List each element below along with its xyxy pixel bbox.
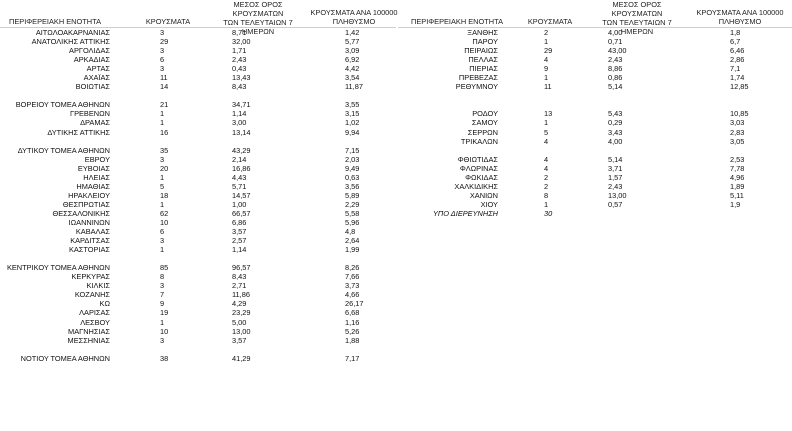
avg-cell: 1,14 [232,109,247,119]
header-per-line1: ΚΡΟΥΣΜΑΤΑ ΑΝΑ 100000 [696,8,784,17]
table-row [0,164,396,173]
per100k-cell: 6,92 [345,55,360,65]
per100k-cell: 11,87 [345,82,363,92]
avg-cell: 66,57 [232,208,251,218]
cases-cell: 5 [544,127,549,137]
per100k-cell: 1,16 [345,317,360,327]
per100k-cell: 3,09 [345,46,360,56]
per100k-cell: 3,15 [345,109,360,119]
region-cell: ΘΕΣΣΑΛΟΝΙΚΗΣ [52,208,110,218]
region-cell: ΠΕΙΡΑΙΩΣ [464,46,498,56]
header-per-line2: ΠΛΗΘΥΣΜΟ [718,17,762,26]
region-cell: ΑΙΤΩΛΟΑΚΑΡΝΑΝΙΑΣ [35,28,110,37]
region-cell: ΚΙΛΚΙΣ [86,281,110,291]
region-cell: ΧΑΛΚΙΔΙΚΗΣ [454,181,498,191]
per100k-cell: 26,17 [345,299,364,309]
spacer-row [398,100,792,109]
table-row [0,155,396,164]
table-row [0,327,396,336]
cases-cell: 5 [160,181,165,191]
region-cell: ΠΕΛΛΑΣ [468,55,498,65]
header-avg-line3: ΗΜΕΡΩΝ [241,27,275,36]
left-table [0,0,396,363]
table-row [0,218,396,227]
avg-cell: 34,71 [232,100,251,110]
cases-cell: 21 [160,100,169,110]
table-row [0,182,396,191]
per100k-cell: 2,53 [730,154,745,164]
table-row [0,146,396,155]
avg-cell: 1,71 [232,46,247,56]
region-cell: ΛΕΣΒΟΥ [80,317,110,327]
avg-cell: 5,43 [608,109,623,119]
region-cell: ΙΩΑΝΝΙΝΩΝ [68,217,110,227]
per100k-cell: 2,83 [730,127,745,137]
header-per-line1: ΚΡΟΥΣΜΑΤΑ ΑΝΑ 100000 [310,8,398,17]
region-cell: ΥΠΟ ΔΙΕΡΕΥΝΗΣΗ [433,208,498,218]
region-cell: ΚΟΖΑΝΗΣ [74,290,110,300]
per100k-cell: 12,85 [730,82,749,92]
table-row [0,227,396,236]
avg-cell: 13,14 [232,127,251,137]
cases-cell: 1 [160,317,165,327]
cases-cell: 11 [544,82,552,92]
per100k-cell: 1,89 [730,181,745,191]
avg-cell: 5,14 [608,82,623,92]
per100k-cell: 1,88 [345,335,360,345]
avg-cell: 13,00 [232,326,251,336]
avg-cell: 1,00 [232,199,247,209]
cases-cell: 9 [544,64,549,74]
region-cell: ΚΕΡΚΥΡΑΣ [71,272,110,282]
region-cell: ΡΕΘΥΜΝΟΥ [455,82,498,92]
cases-cell: 6 [160,227,165,237]
per100k-cell: 7,15 [345,145,360,155]
cases-cell: 8 [544,190,549,200]
table-row [0,200,396,209]
avg-cell: 2,57 [232,236,247,246]
region-cell: ΗΛΕΙΑΣ [83,172,110,182]
table-row [398,182,792,191]
avg-cell: 6,86 [232,217,247,227]
region-cell: ΦΩΚΙΔΑΣ [465,172,498,182]
table-row [0,290,396,299]
avg-cell: 5,14 [608,154,623,164]
right-table [398,0,792,218]
region-cell: ΕΒΡΟΥ [84,154,110,164]
table-row [398,37,792,46]
avg-cell: 43,29 [232,145,251,155]
header-region: ΠΕΡΙΦΕΡΕΙΑΚΗ ΕΝΟΤΗΤΑ [9,17,101,26]
region-cell: ΚΑΡΔΙΤΣΑΣ [70,236,110,246]
region-cell: ΠΡΕΒΕΖΑΣ [458,73,498,83]
per100k-cell: 7,1 [730,64,741,74]
region-cell: ΜΑΓΝΗΣΙΑΣ [68,326,110,336]
region-cell: ΜΕΣΣΗΝΙΑΣ [67,335,110,345]
avg-cell: 23,29 [232,308,251,318]
region-cell: ΛΑΡΙΣΑΣ [79,308,110,318]
avg-cell: 4,00 [608,28,623,37]
table-row [0,73,396,82]
avg-cell: 13,00 [608,190,627,200]
table-row [0,100,396,109]
region-cell: ΑΝΑΤΟΛΙΚΗΣ ΑΤΤΙΚΗΣ [31,37,110,47]
table-row [398,64,792,73]
per100k-cell: 9,49 [345,163,360,173]
table-row [0,272,396,281]
spacer-row [0,91,396,100]
avg-cell: 4,29 [232,299,247,309]
spacer-row [0,254,396,263]
region-cell: ΘΕΣΠΡΩΤΙΑΣ [62,199,110,209]
header-per-line2: ΠΛΗΘΥΣΜΟ [332,17,376,26]
region-cell: ΧΙΟΥ [480,199,498,209]
per100k-cell: 1,99 [345,245,360,255]
avg-cell: 5,00 [232,317,247,327]
table-row [398,109,792,118]
region-cell: ΚΑΣΤΟΡΙΑΣ [68,245,110,255]
table-row [398,55,792,64]
region-cell: ΤΡΙΚΑΛΩΝ [460,136,498,146]
table-row [0,281,396,290]
region-cell: ΔΥΤΙΚΗΣ ΑΤΤΙΚΗΣ [47,127,110,137]
avg-cell: 11,86 [232,290,250,300]
cases-cell: 1 [160,109,165,119]
avg-cell: 4,00 [608,136,623,146]
table-row [398,137,792,146]
cases-cell: 35 [160,145,169,155]
table-row [0,263,396,272]
region-cell: ΚΩ [99,299,110,309]
cases-cell: 4 [544,163,549,173]
avg-cell: 3,00 [232,118,247,128]
table-row [0,318,396,327]
cases-cell: 11 [160,73,168,83]
table-row [0,245,396,254]
per100k-cell: 4,96 [730,172,745,182]
avg-cell: 14,57 [232,190,251,200]
region-cell: ΓΡΕΒΕΝΩΝ [70,109,110,119]
cases-cell: 18 [160,190,169,200]
avg-cell: 4,43 [232,172,247,182]
cases-cell: 20 [160,163,169,173]
table-row [0,209,396,218]
cases-cell: 1 [544,37,549,47]
table-row [0,336,396,345]
table-row [0,308,396,317]
header-avg-line3: ΗΜΕΡΩΝ [620,27,654,36]
per100k-cell: 6,68 [345,308,360,318]
per100k-cell: 3,05 [730,136,745,146]
cases-cell: 3 [160,335,165,345]
per100k-cell: 3,55 [345,100,360,110]
header-avg-line1: ΜΕΣΟΣ ΟΡΟΣ ΚΡΟΥΣΜΑΤΩΝ [232,0,284,18]
region-cell: ΧΑΝΙΩΝ [469,190,498,200]
region-cell: ΚΕΝΤΡΙΚΟΥ ΤΟΜΕΑ ΑΘΗΝΩΝ [6,263,110,273]
avg-cell: 3,57 [232,335,247,345]
region-cell: ΔΥΤΙΚΟΥ ΤΟΜΕΑ ΑΘΗΝΩΝ [17,145,110,155]
cases-cell: 10 [160,217,169,227]
spacer-row [0,345,396,354]
region-cell: ΑΡΚΑΔΙΑΣ [73,55,110,65]
per100k-cell: 2,29 [345,199,360,209]
avg-cell: 0,29 [608,118,623,128]
per100k-cell: 7,17 [345,353,360,363]
table-row [398,28,792,37]
avg-cell: 41,29 [232,353,251,363]
avg-cell: 2,43 [608,55,623,65]
table-row [0,118,396,127]
header-per100k [304,8,404,26]
per100k-cell: 0,63 [345,172,360,182]
per100k-cell: 7,78 [730,163,745,173]
cases-cell: 16 [160,127,169,137]
per100k-cell: 3,54 [345,73,360,83]
table-row [0,236,396,245]
cases-cell: 14 [160,82,169,92]
cases-cell: 3 [160,236,165,246]
cases-cell: 3 [160,154,165,164]
region-cell: ΒΟΡΕΙΟΥ ΤΟΜΕΑ ΑΘΗΝΩΝ [15,100,110,110]
per100k-cell: 2,86 [730,55,745,65]
avg-cell: 96,57 [232,263,251,273]
per100k-cell: 3,03 [730,118,745,128]
cases-cell: 30 [544,208,553,218]
avg-cell: 1,57 [608,172,623,182]
avg-cell: 2,43 [608,181,623,191]
cases-cell: 3 [160,64,165,74]
avg-cell: 0,71 [608,37,623,47]
table-row [0,191,396,200]
cases-cell: 1 [544,199,549,209]
avg-cell: 3,57 [232,227,247,237]
cases-cell: 1 [544,118,549,128]
region-cell: ΒΟΙΩΤΙΑΣ [75,82,110,92]
cases-cell: 10 [160,326,169,336]
region-cell: ΡΟΔΟΥ [472,109,498,119]
region-cell: ΑΡΓΟΛΙΔΑΣ [69,46,110,56]
cases-cell: 85 [160,263,169,273]
cases-cell: 1 [160,172,165,182]
region-cell: ΣΕΡΡΩΝ [467,127,498,137]
region-cell: ΔΡΑΜΑΣ [80,118,110,128]
per100k-cell: 4,42 [345,64,360,74]
avg-cell: 43,00 [608,46,627,56]
cases-cell: 3 [160,46,165,56]
header-per100k [688,8,792,26]
cases-cell: 62 [160,208,169,218]
header-cases: ΚΡΟΥΣΜΑΤΑ [527,17,573,26]
table-row [398,209,792,218]
per100k-cell: 5,58 [345,208,360,218]
region-cell: ΑΡΤΑΣ [86,64,110,74]
left-table-body [0,28,396,363]
table-row [398,155,792,164]
avg-cell: 16,86 [232,163,251,173]
header-region: ΠΕΡΙΦΕΡΕΙΑΚΗ ΕΝΟΤΗΤΑ [411,17,503,26]
per100k-cell: 1,8 [730,28,741,37]
per100k-cell: 1,74 [730,73,745,83]
region-cell: ΗΜΑΘΙΑΣ [76,181,110,191]
avg-cell: 2,71 [232,281,247,291]
cases-cell: 38 [160,353,169,363]
table-row [398,200,792,209]
avg-cell: 0,43 [232,64,247,74]
per100k-cell: 7,66 [345,272,360,282]
per100k-cell: 4,66 [345,290,360,300]
per100k-cell: 5,26 [345,326,360,336]
avg-cell: 8,86 [608,64,623,74]
table-row [0,109,396,118]
table-row [398,128,792,137]
table-row [398,173,792,182]
per100k-cell: 6,46 [730,46,745,56]
region-cell: ΦΛΩΡΙΝΑΣ [459,163,498,173]
cases-cell: 2 [544,28,549,37]
table-row [0,82,396,91]
right-table-body [398,28,792,218]
table-row [0,64,396,73]
avg-cell: 3,71 [608,163,623,173]
avg-cell: 1,14 [232,245,247,255]
avg-cell: 2,14 [232,154,247,164]
cases-cell: 29 [544,46,553,56]
header-avg-line2: ΤΩΝ ΤΕΛΕΥΤΑΙΩΝ 7 [602,18,672,27]
per100k-cell: 1,02 [345,118,360,128]
region-cell: ΚΑΒΑΛΑΣ [75,227,110,237]
table-row [398,82,792,91]
per100k-cell: 9,94 [345,127,360,137]
table-row [398,191,792,200]
per100k-cell: 5,89 [345,190,360,200]
avg-cell: 5,71 [232,181,247,191]
table-row [0,46,396,55]
cases-cell: 7 [160,290,165,300]
cases-cell: 1 [160,245,165,255]
cases-cell: 1 [160,118,165,128]
per100k-cell: 3,56 [345,181,360,191]
spacer-row [398,146,792,155]
cases-cell: 19 [160,308,169,318]
per100k-cell: 4,8 [345,227,356,237]
table-row [0,173,396,182]
per100k-cell: 10,85 [730,109,749,119]
cases-cell: 2 [544,172,549,182]
per100k-cell: 1,9 [730,199,741,209]
cases-cell: 9 [160,299,165,309]
table-row [0,28,396,37]
region-cell: ΝΟΤΙΟΥ ΤΟΜΕΑ ΑΘΗΝΩΝ [20,353,110,363]
header-cases: ΚΡΟΥΣΜΑΤΑ [145,17,191,26]
spacer-row [398,91,792,100]
region-cell: ΣΑΜΟΥ [471,118,498,128]
cases-cell: 4 [544,55,549,65]
header-avg-line1: ΜΕΣΟΣ ΟΡΟΣ ΚΡΟΥΣΜΑΤΩΝ [611,0,663,18]
avg-cell: 13,43 [232,73,251,83]
table-row [0,37,396,46]
cases-cell: 4 [544,136,549,146]
per100k-cell: 2,03 [345,154,360,164]
header-avg-line2: ΤΩΝ ΤΕΛΕΥΤΑΙΩΝ 7 [223,18,293,27]
region-cell: ΑΧΑΪΑΣ [83,73,110,83]
cases-cell: 6 [160,55,165,65]
avg-cell: 8,71 [232,28,247,37]
cases-cell: 4 [544,154,549,164]
per100k-cell: 8,26 [345,263,360,273]
region-cell: ΠΑΡΟΥ [472,37,498,47]
avg-cell: 0,57 [608,199,623,209]
cases-cell: 8 [160,272,165,282]
table-row [0,55,396,64]
cases-cell: 1 [544,73,549,83]
cases-cell: 3 [160,281,165,291]
avg-cell: 8,43 [232,272,247,282]
cases-cell: 3 [160,28,165,37]
table-row [398,46,792,55]
table-row [398,118,792,127]
table-row [0,354,396,363]
avg-cell: 0,86 [608,73,623,83]
cases-cell: 1 [160,199,165,209]
cases-cell: 2 [544,181,549,191]
per100k-cell: 3,73 [345,281,360,291]
region-cell: ΠΙΕΡΙΑΣ [469,64,498,74]
region-cell: ΞΑΝΘΗΣ [467,28,498,37]
cases-cell: 13 [544,109,553,119]
table-row [398,164,792,173]
avg-cell: 8,43 [232,82,247,92]
spacer-row [0,137,396,146]
table-row [0,299,396,308]
avg-cell: 32,00 [232,37,251,47]
avg-cell: 3,43 [608,127,623,137]
avg-cell: 2,43 [232,55,247,65]
per100k-cell: 5,96 [345,217,360,227]
per100k-cell: 5,11 [730,190,744,200]
region-cell: ΦΘΙΩΤΙΔΑΣ [457,154,498,164]
region-cell: ΕΥΒΟΙΑΣ [77,163,110,173]
cases-cell: 29 [160,37,169,47]
per100k-cell: 5,77 [345,37,360,47]
table-row [0,128,396,137]
per100k-cell: 6,7 [730,37,741,47]
region-cell: ΗΡΑΚΛΕΙΟΥ [68,190,110,200]
per100k-cell: 1,42 [345,28,360,37]
table-row [398,73,792,82]
per100k-cell: 2,64 [345,236,360,246]
